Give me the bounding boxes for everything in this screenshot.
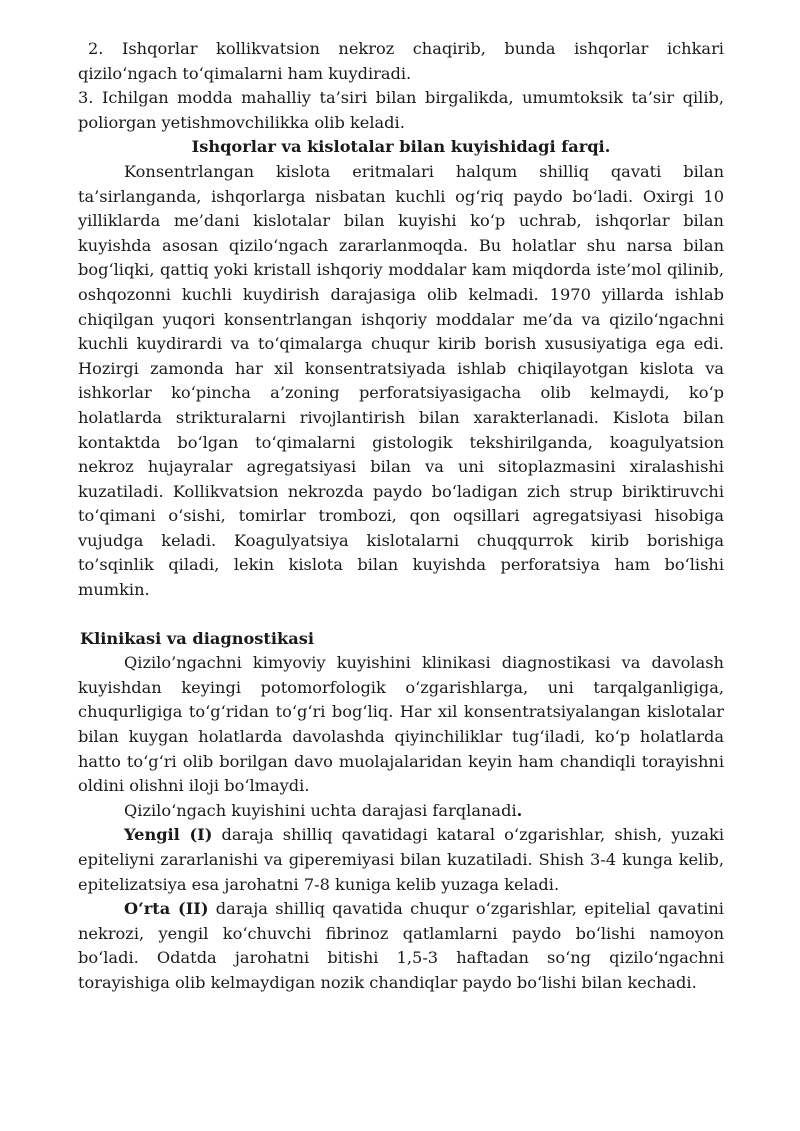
mild-degree-label: Yengil (I) (124, 825, 213, 845)
paragraph-clinic: Qizilo’ngachni kimyoviy kuyishini klinikasi diagnostikasi va davolash kuyishdan keyingi potomorfologik o‘zgarishlarga, uni tarqalganligiga, chuqurligiga to‘g‘ridan to‘g‘ri bog‘liq. Har xil konsentratsiyalangan kislotalar bilan kuygan holatlarda davolashda qiyinchiliklar tug‘iladi, ko‘p holatlarda hatto to‘g‘ri olib borilgan davo muolajalaridan keyin ham chandiqli torayishni oldini olishni iloji bo‘lmaydi. (78, 653, 724, 796)
list-item-3: 3. Ichilgan modda mahalliy ta’siri bilan birgalikda, umumtoksik ta’sir qilib, poliorgan yetishmovchilikka olib keladi. (78, 88, 724, 132)
section-heading-clinic (78, 627, 724, 652)
section-heading-clinic-text: Klinikasi va diagnostikasi (80, 628, 314, 648)
moderate-degree-text: daraja shilliq qavatida chuqur o‘zgarishlar, epitelial qavatini nekrozi, yengil ko‘chuvchi fibrinoz qatlamlarni paydo bo‘lishi namoyon bo‘ladi. Odatda jarohatni bitishi 1,5-3 haftadan so‘ng qizilo‘ngachni torayishiga olib kelmaydigan nozik chandiqlar paydo bo‘lishi bilan kechadi. (78, 899, 724, 992)
paragraph-difference: Konsentrlangan kislota eritmalari halqum shilliq qavati bilan ta’sirlanganda, ishqorlarga nisbatan kuchli og‘riq paydo bo‘ladi. Oxirgi 10 yilliklarda me’dani kislotalar bilan kuyishi ko‘p uchrab, ishqorlar bilan kuyishda asosan qizilo‘ngach zararlanmoqda. Bu holatlar shu narsa bilan bog‘liqki, qattiq yoki kristall ishqoriy moddalar kam miqdorda iste’mol qilinib, oshqozonni kuchli kuydirish darajasiga olib kelmadi. 1970 yillarda ishlab chiqilgan yuqori konsentrlangan ishqoriy moddalar me’da va qizilo‘ngachni kuchli kuydirardi va to‘qimalarga chuqur kirib borish xususiyatiga ega edi. Hozirgi zamonda har xil konsentratsiyada ishlab chiqilayotgan kislota va ishkorlar ko‘pincha a’zoning perforatsiyasigacha olib kelmaydi, ko‘p holatlarda strikturalarni rivojlantirish bilan xarakterlanadi. Kislota bilan kontaktda bo‘lgan to‘qimalarni gistologik tekshirilganda, koagulyatsion nekroz hujayralar agregatsiyasi bilan va uni sitoplazmasini xiralashishi kuzatiladi. Kollikvatsion nekrozda paydo bo‘ladigan zich strup biriktiruvchi to‘qimani o‘sishi, tomirlar trombozi, qon oqsillari agregatsiyasi hisobiga vujudga keladi. Koagulyatsiya kislotalarni chuqqurrok kirib borishiga to’sqinlik qiladi, lekin kislota bilan kuyishda perforatsiya ham bo‘lishi mumkin. (78, 161, 724, 600)
paragraph-moderate-degree (78, 897, 724, 995)
paragraph-degrees-intro (78, 799, 724, 824)
moderate-degree-label: O‘rta (II) (124, 899, 209, 919)
degrees-intro-period: . (516, 800, 523, 820)
mild-degree-text: daraja shilliq qavatidagi kataral o‘zgarishlar, shish, yuzaki epiteliyni zararlanishi va giperemiyasi bilan kuzatiladi. Shish 3-4 kunga kelib, epitelizatsiya esa jarohatni 7-8 kuniga kelib yuzaga keladi. (78, 825, 725, 894)
degrees-intro-text: Qizilo‘ngach kuyishini uchta darajasi farqlanadi (124, 800, 517, 820)
paragraph-mild-degree (78, 823, 724, 897)
list-item-2: 2. Ishqorlar kollikvatsion nekroz chaqirib, bunda ishqorlar ichkari qizilo‘ngach to‘qimalarni ham kuydiradi. (78, 39, 724, 83)
section-heading-difference: Ishqorlar va kislotalar bilan kuyishidagi farqi. (191, 137, 611, 157)
document-page (78, 37, 724, 996)
